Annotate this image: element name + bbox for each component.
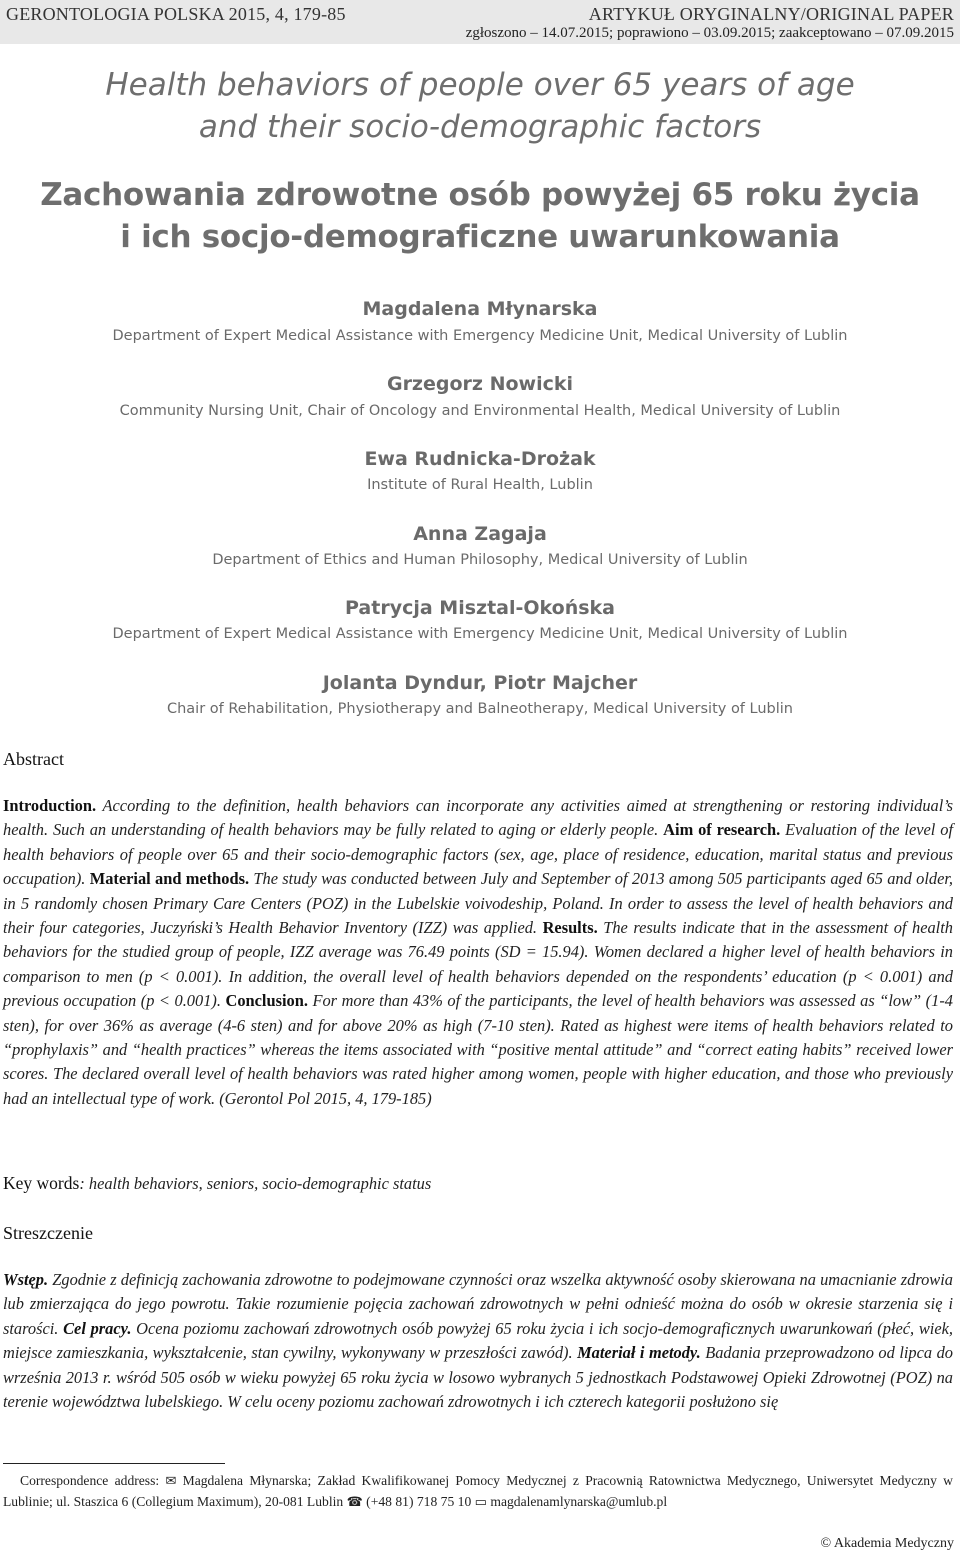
footnote-rule [3,1463,225,1464]
title-polish-line: i ich socjo-demograficzne uwarunkowania [120,219,840,255]
article-type: ARTYKUŁ ORYGINALNY/ORIGINAL PAPER [588,4,954,24]
metody-label: Materiał i metody. [577,1343,701,1363]
correspondence-email[interactable]: magdalenamlynarska@umlub.pl [486,1494,668,1509]
author-affiliation: Department of Expert Medical Assistance with Emergency Medicine Unit, Medical University of Lublin [112,626,848,642]
journal-citation: GERONTOLOGIA POLSKA 2015, 4, 179-85 [6,4,346,24]
streszczenie-text [3,1268,953,1414]
title-english-line: Health behaviors of people over 65 years of age [105,67,855,103]
title-polish [0,174,960,258]
abstract-results-label: Results. [542,918,598,938]
abstract-heading: Abstract [3,749,64,769]
correspondence-phone: (+48 81) 718 75 10 [362,1494,475,1509]
correspondence-label: Correspondence address: [20,1473,160,1488]
author-name: Grzegorz Nowicki [386,373,574,395]
header-band [0,0,960,44]
abstract-intro-label: Introduction. [3,796,97,815]
abstract-methods-text: The study was conducted between July and September of 2013 among 505 participants aged 65 and older, in 5 randomly chosen Primary Care Centers (POZ) in the Lubelskie voivodeship, Poland. In order to assess the level of health behaviors and their four categories, Juczyński’s Health Behavior Inventory (IZZ) was applied. [3,869,954,938]
abstract-conclusion-label: Conclusion. [225,991,308,1011]
title-polish-line: Zachowania zdrowotne osób powyżej 65 roku życia [40,177,920,213]
correspondence-text: Magdalena Młynarska; Zakład Kwalifikowanej Pomocy Medycznej z Pracownią Ratownictwa Medycznego, Uniwersytet Medyczny w Lublinie; ul. Staszica 6 (Collegium Maximum), 20-081 Lublin [3,1473,953,1509]
abstract-methods-label: Material and methods. [89,869,250,889]
wstep-text: Zgodnie z definicją zachowania zdrowotne to podejmowane czynności oraz wszelka aktywność osoby skierowana na umacnianie zdrowia lub zmierzająca do jego powrotu. Takie rozumienie pojęcia zachowań zdrowotnych w pełni odnieść można do osób w okresie starzenia się i starości. [3,1270,953,1338]
author-affiliation: Department of Expert Medical Assistance with Emergency Medicine Unit, Medical University of Lublin [112,328,848,344]
metody-text: Badania przeprowadzono od lipca do września 2013 r. wśród 505 osób w wieku powyżej 65 roku życia w losowo wybranych 5 jednostkach Podstawowej Opieki Zdrowotnej (POZ) na terenie województwa lubelskiego. W celu oceny poziomu zachowań zdrowotnych i ich czterech kategorii posłużono się [3,1343,953,1412]
author-name: Magdalena Młynarska [362,298,598,320]
author-affiliation: Community Nursing Unit, Chair of Oncology and Environmental Health, Medical University of Lublin [119,403,841,419]
author-name: Patrycja Misztal-Okońska [345,597,615,619]
author-name: Ewa Rudnicka-Drożak [364,448,596,470]
title-english [0,64,960,148]
computer-icon: ▭ [474,1495,487,1510]
abstract-aim-text: Evaluation of the level of health behaviors of people over 65 and their socio-demographic factors (sex, age, place of residence, education, marital status and previous occupation). [3,820,953,889]
keywords-text: : health behaviors, seniors, socio-demographic status [79,1174,432,1193]
author-affiliation: Chair of Rehabilitation, Physiotherapy and Balneotherapy, Medical University of Lublin [166,701,793,717]
envelope-icon: ✉ [165,1474,177,1489]
abstract-conclusion-text: For more than 43% of the participants, the level of health behaviors was assessed as “low” (1-4 sten), for over 36% as average (4-6 sten) and for above 20% as high (7-10 sten). Rated as highest were items of health behaviors related to “prophylaxis” and “health practices” whereas the items associated with “positive mental attitude” and “correct eating habits” received lower scores. The declared overall level of health behaviors was rated higher among women, people with higher education, and those who previously had an intellectual type of work. (Gerontol Pol 2015, 4, 179-185) [3,991,953,1108]
abstract-text [3,794,953,1111]
author-name: Anna Zagaja [413,523,547,545]
phone-icon: ☎ [346,1495,363,1510]
cel-text: Ocena poziomu zachowań zdrowotnych osób powyżej 65 roku życia i ich socjo-demograficznych uwarunkowań (płeć, wiek, miejsce zamieszkania, wykształcenie, stan cywilny, wykonywany w przeszłości zawód). [3,1318,953,1363]
abstract-intro-text: According to the definition, health behaviors can incorporate any activities aimed at strengthening or restoring individual’s health. Such an understanding of health behaviors may be fully related to aging or elderly people. [3,796,953,840]
title-english-line: and their socio-demographic factors [198,109,762,145]
author-affiliation: Department of Ethics and Human Philosophy, Medical University of Lublin [212,552,748,568]
author-name: Jolanta Dyndur, Piotr Majcher [322,672,638,694]
abstract-results-text: The results indicate that in the assessment of health behaviors for the studied group of people, IZZ average was 76.49 points (SD = 15.94). Women declared a higher level of health behaviors in comparison to men (p < 0.001). In addition, the overall level of health behaviors depended on the respondents’ education (p < 0.001) and previous occupation (p < 0.001). [3,918,953,1011]
wstep-label: Wstęp. [3,1270,49,1289]
keywords-label: Key words [3,1173,80,1193]
copyright-notice: © Akademia Medyczny [820,1536,954,1551]
cel-label: Cel pracy. [63,1318,132,1338]
submission-dates: zgłoszono – 14.07.2015; poprawiono – 03.09.2015; zaakceptowano – 07.09.2015 [465,25,954,41]
abstract-aim-label: Aim of research. [663,820,781,840]
correspondence-address [3,1471,953,1513]
streszczenie-heading: Streszczenie [3,1223,93,1243]
author-affiliation: Institute of Rural Health, Lublin [367,477,593,493]
keywords [3,1173,431,1194]
